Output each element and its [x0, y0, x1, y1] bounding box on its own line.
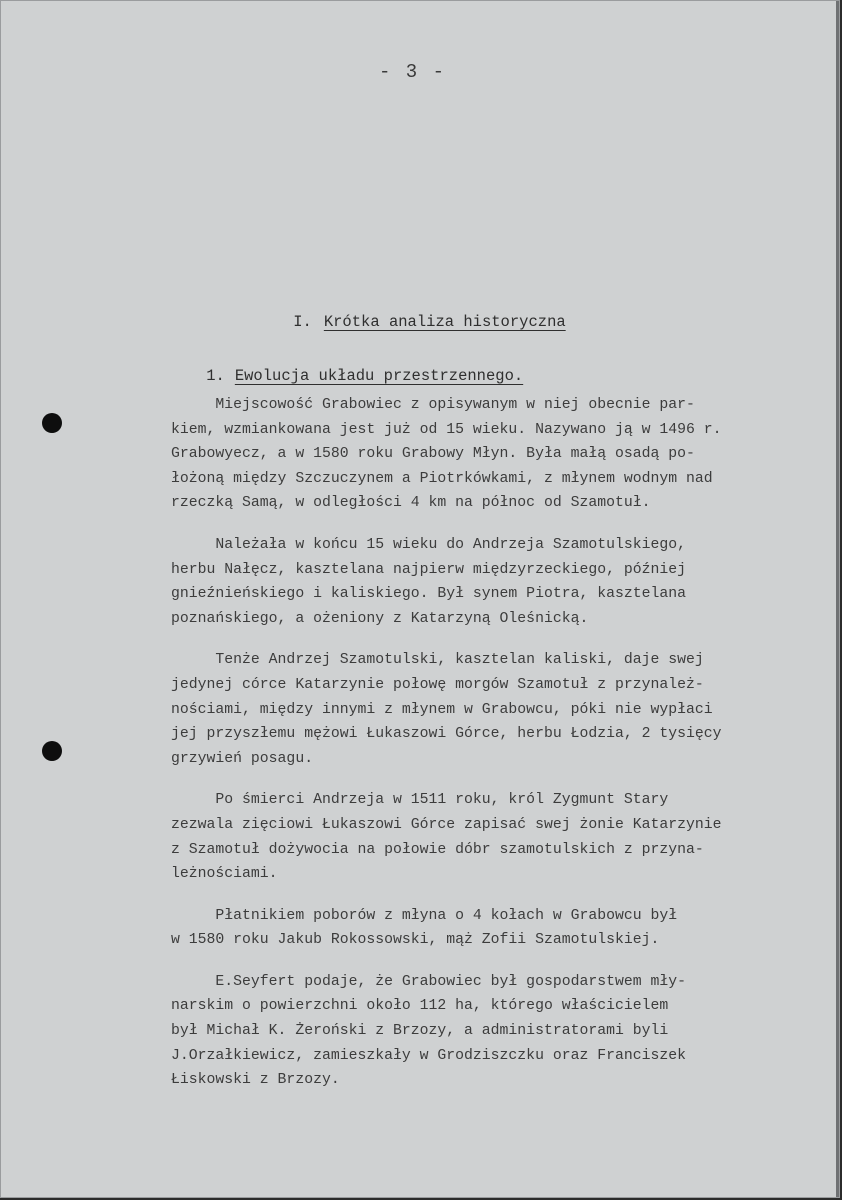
text-line: nościami, między innymi z młynem w Grabowcu, póki nie wypłaci — [171, 701, 713, 718]
text-line: Grabowyecz, a w 1580 roku Grabowy Młyn. Była małą osadą po- — [171, 446, 695, 463]
text-line: E.Seyfert podaje, że Grabowiec był gospodarstwem mły- — [171, 973, 687, 990]
text-line: Miejscowość Grabowiec z opisywanym w niej obecnie par- — [171, 397, 695, 413]
paragraph — [171, 970, 811, 1093]
punch-hole-icon — [42, 413, 62, 433]
text-line: leżnościami. — [171, 866, 278, 883]
section-title: Krótka analiza historyczna — [323, 313, 566, 331]
text-line: był Michał K. Żeroński z Brzozy, a administratorami byli — [171, 1023, 669, 1040]
text-line: herbu Nałęcz, kasztelana najpierw międzyrzeckiego, później — [171, 561, 687, 578]
text-line: zezwala zięciowi Łukaszowi Górce zapisać swej żonie Katarzynie — [171, 816, 722, 833]
text-line: Tenże Andrzej Szamotulski, kasztelan kaliski, daje swej — [171, 652, 704, 669]
punch-hole-icon — [42, 741, 62, 761]
paragraph — [171, 904, 811, 953]
body-text — [171, 393, 811, 1110]
subsection-title: Ewolucja układu przestrzennego. — [234, 367, 524, 385]
text-line: rzeczką Samą, w odległości 4 km na północ od Szamotuł. — [171, 495, 651, 512]
text-line: Płatnikiem poborów z młyna o 4 kołach w Grabowcu był — [171, 907, 678, 924]
paragraph — [171, 788, 811, 886]
text-line: grzywień posagu. — [171, 750, 314, 767]
text-line: poznańskiego, a ożeniony z Katarzyną Oleśnicką. — [171, 610, 589, 627]
text-line: w 1580 roku Jakub Rokossowski, mąż Zofii Szamotulskiej. — [171, 932, 660, 949]
subsection-number: 1. — [206, 367, 225, 385]
page-number: - 3 - — [379, 61, 447, 83]
paragraph — [171, 648, 811, 771]
section-number: I. — [293, 313, 312, 331]
text-line: z Szamotuł dożywocia na połowie dóbr szamotulskich z przyna- — [171, 841, 704, 858]
paragraph — [171, 393, 811, 516]
text-line: łożoną między Szczuczynem a Piotrkówkami, z młynem wodnym nad — [171, 470, 713, 487]
section-heading — [256, 295, 566, 349]
text-line: J.Orzałkiewicz, zamieszkały w Grodziszczku oraz Franciszek — [171, 1047, 687, 1064]
text-line: Należała w końcu 15 wieku do Andrzeja Szamotulskiego, — [171, 536, 687, 553]
text-line: jedynej córce Katarzynie połowę morgów Szamotuł z przynależ- — [171, 676, 704, 693]
text-line: kiem, wzmiankowana jest już od 15 wieku. Nazywano ją w 1496 r. — [171, 421, 722, 438]
text-line: Łiskowski z Brzozy. — [171, 1072, 340, 1089]
text-line: Po śmierci Andrzeja w 1511 roku, król Zygmunt Stary — [171, 792, 669, 809]
text-line: gnieźnieńskiego i kaliskiego. Był synem Piotra, kasztelana — [171, 586, 687, 603]
page-edge — [836, 1, 839, 1197]
text-line: jej przyszłemu mężowi Łukaszowi Górce, herbu Łodzia, 2 tysięcy — [171, 726, 722, 743]
paragraph — [171, 533, 811, 631]
text-line: narskim o powierzchni około 112 ha, którego właścicielem — [171, 998, 669, 1015]
